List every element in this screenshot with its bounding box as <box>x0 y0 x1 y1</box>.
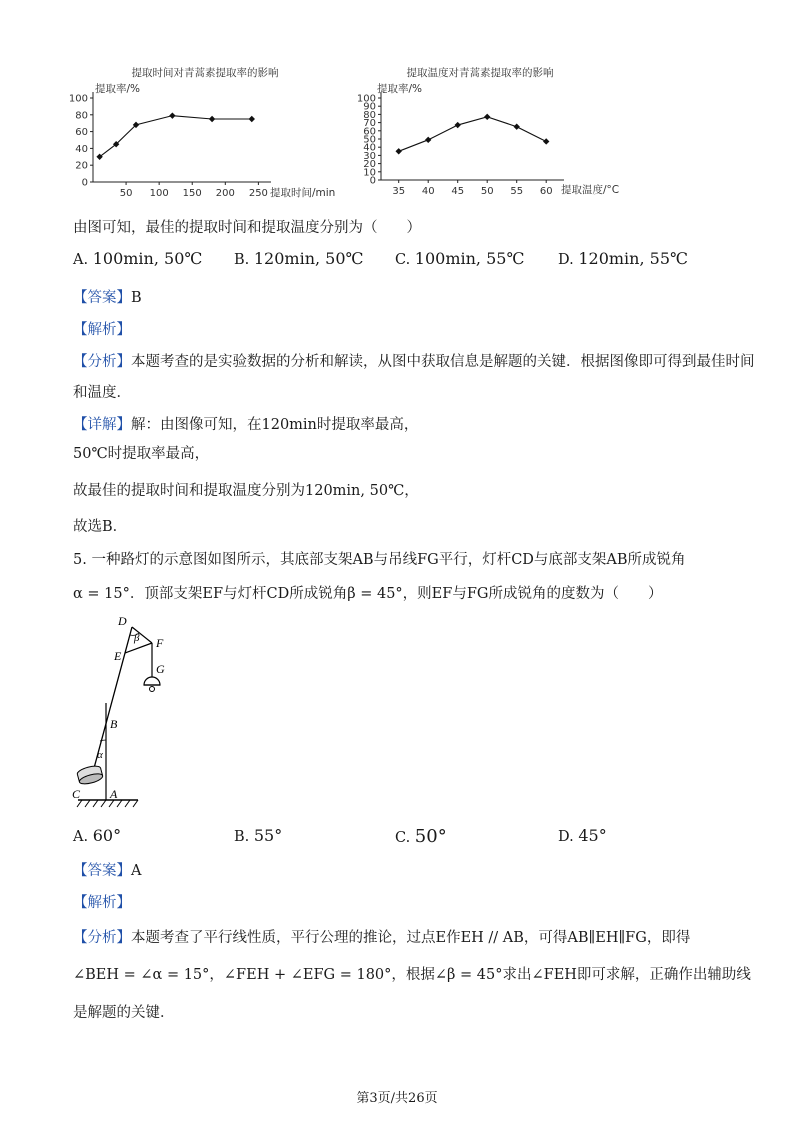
option-text: 55° <box>253 826 283 845</box>
label-beta: β <box>134 632 140 644</box>
y-tick-label: 40 <box>363 142 376 154</box>
label-g: G <box>156 662 165 676</box>
q4-detail-line2: 50℃时提取率最高， <box>73 446 210 462</box>
answer-tag: 【答案】 <box>73 863 131 879</box>
y-tick-label: 20 <box>75 160 88 172</box>
option-text: 120min, 50℃ <box>253 249 364 268</box>
y-tick-label: 90 <box>363 101 376 113</box>
chart-ylabel: 提取率/% <box>95 83 141 95</box>
x-tick-label: 100 <box>149 188 169 199</box>
data-point <box>455 122 461 128</box>
data-point <box>209 116 215 122</box>
data-point <box>543 138 549 144</box>
q5-answer <box>73 859 141 880</box>
series-line <box>100 116 252 157</box>
option-label: A. <box>73 829 89 845</box>
data-point <box>425 137 431 143</box>
y-tick-label: 80 <box>75 110 88 122</box>
q5-stem-line1: 5. 一种路灯的示意图如图所示，其底部支架AB与吊线FG平行，灯杆CD与底部支架AB所成锐角 <box>73 552 686 568</box>
option-label: D. <box>558 829 574 845</box>
y-tick-label: 50 <box>363 134 376 146</box>
label-b: B <box>110 717 118 731</box>
x-tick-label: 45 <box>451 186 465 197</box>
option-label: C. <box>395 252 411 268</box>
base-lamp <box>76 764 103 786</box>
option-text: 120min, 55℃ <box>578 249 688 268</box>
series-line <box>399 117 547 151</box>
q5-fenxi-line2: ∠BEH = ∠α = 15°，∠FEH + ∠EFG = 180°，根据∠β = 45°求出∠FEH即可求解，正确作出辅助线 <box>73 967 751 983</box>
option-label: A. <box>73 252 89 268</box>
q4-analysis-tag: 【解析】 <box>73 322 131 338</box>
street-lamp-figure <box>68 615 178 815</box>
chart-ylabel: 提取率/% <box>377 83 423 95</box>
option-text: 45° <box>578 826 607 845</box>
x-tick-label: 50 <box>119 188 133 199</box>
option-text: 60° <box>92 826 122 845</box>
data-point <box>484 114 490 120</box>
data-point <box>514 124 520 130</box>
fenxi-tag: 【分析】 <box>73 354 131 370</box>
chart-xlabel: 提取温度/°C <box>561 184 620 196</box>
y-tick-label: 20 <box>363 159 376 171</box>
ground-hatch <box>77 800 138 807</box>
q4-fenxi-line1 <box>73 350 755 371</box>
fenxi-tag: 【分析】 <box>73 930 131 946</box>
q4-option-d[interactable] <box>558 249 688 268</box>
q5-stem-line2: α = 15°．顶部支架EF与灯杆CD所成锐角β = 45°，则EF与FG所成锐角的度数为（ ） <box>73 586 663 602</box>
label-a: A <box>110 787 118 801</box>
q4-option-b[interactable] <box>234 249 363 268</box>
extraction-temperature-chart <box>345 62 655 202</box>
y-tick-label: 100 <box>356 93 376 105</box>
answer-tag: 【答案】 <box>73 290 131 306</box>
y-tick-label: 70 <box>363 118 376 130</box>
x-tick-label: 200 <box>215 188 235 199</box>
x-tick-label: 250 <box>248 188 268 199</box>
option-text: 50° <box>414 826 447 847</box>
y-tick-label: 0 <box>369 175 376 187</box>
q5-analysis-tag: 【解析】 <box>73 895 131 911</box>
q4-detail-line1 <box>73 413 418 434</box>
label-d: D <box>118 615 127 628</box>
answer-value: A <box>131 863 142 879</box>
q5-option-d[interactable] <box>558 826 607 845</box>
x-tick-label: 150 <box>182 188 202 199</box>
chart-title: 提取时间对青蒿素提取率的影响 <box>131 67 279 79</box>
data-point <box>396 148 402 154</box>
x-tick-label: 50 <box>480 186 494 197</box>
option-label: C. <box>395 830 411 846</box>
fenxi-text: 本题考查的是实验数据的分析和解读，从图中获取信息是解题的关键．根据图像即可得到最佳时间 <box>131 354 755 370</box>
y-tick-label: 0 <box>81 177 88 189</box>
x-tick-label: 60 <box>539 186 553 197</box>
q4-detail-line4: 故选B． <box>73 519 128 535</box>
data-point <box>249 116 255 122</box>
page-footer: 第3页/共26页 <box>356 1091 438 1106</box>
q4-answer <box>73 286 142 307</box>
y-tick-label: 100 <box>68 93 88 105</box>
y-tick-label: 80 <box>363 109 376 121</box>
option-text: 100min, 55℃ <box>414 249 525 268</box>
option-text: 100min, 50℃ <box>92 249 203 268</box>
data-point <box>169 112 175 118</box>
y-tick-label: 30 <box>363 150 376 162</box>
label-c: C <box>72 787 81 801</box>
q5-option-c[interactable] <box>395 826 447 847</box>
q5-fenxi-line1 <box>73 926 690 947</box>
option-label: B. <box>234 829 250 845</box>
q5-fenxi-line3: 是解题的关键． <box>73 1005 175 1021</box>
x-tick-label: 35 <box>392 186 406 197</box>
detail-tag: 【详解】 <box>73 417 131 433</box>
option-label: B. <box>234 252 250 268</box>
q4-option-c[interactable] <box>395 249 524 268</box>
q4-fenxi-line2: 和温度． <box>73 385 131 401</box>
q4-stem: 由图可知，最佳的提取时间和提取温度分别为（ ） <box>73 220 421 236</box>
extraction-time-chart <box>55 62 365 202</box>
x-tick-label: 40 <box>421 186 435 197</box>
label-alpha: α <box>97 749 103 761</box>
y-tick-label: 60 <box>75 127 88 139</box>
fenxi-text: 本题考查了平行线性质，平行公理的推论，过点E作EH // AB，可得AB∥EH∥FG，即得 <box>131 930 691 946</box>
chart-title: 提取温度对青蒿素提取率的影响 <box>406 67 554 79</box>
q4-detail-line3: 故最佳的提取时间和提取温度分别为120min, 50℃， <box>73 483 419 499</box>
support-ef <box>125 643 152 653</box>
y-tick-label: 10 <box>363 167 376 179</box>
detail-text: 解：由图像可知，在120min时提取率最高， <box>131 417 419 433</box>
label-e: E <box>114 649 122 663</box>
x-tick-label: 55 <box>510 186 524 197</box>
y-tick-label: 60 <box>363 126 376 138</box>
chart-xlabel: 提取时间/min <box>270 187 336 199</box>
q4-option-a[interactable] <box>73 249 202 268</box>
y-tick-label: 40 <box>75 143 88 155</box>
q5-option-b[interactable] <box>234 826 282 845</box>
option-label: D. <box>558 252 574 268</box>
answer-value: B <box>131 290 142 306</box>
label-f: F <box>156 636 164 650</box>
hanging-lamp <box>144 677 160 685</box>
q5-option-a[interactable] <box>73 826 121 845</box>
